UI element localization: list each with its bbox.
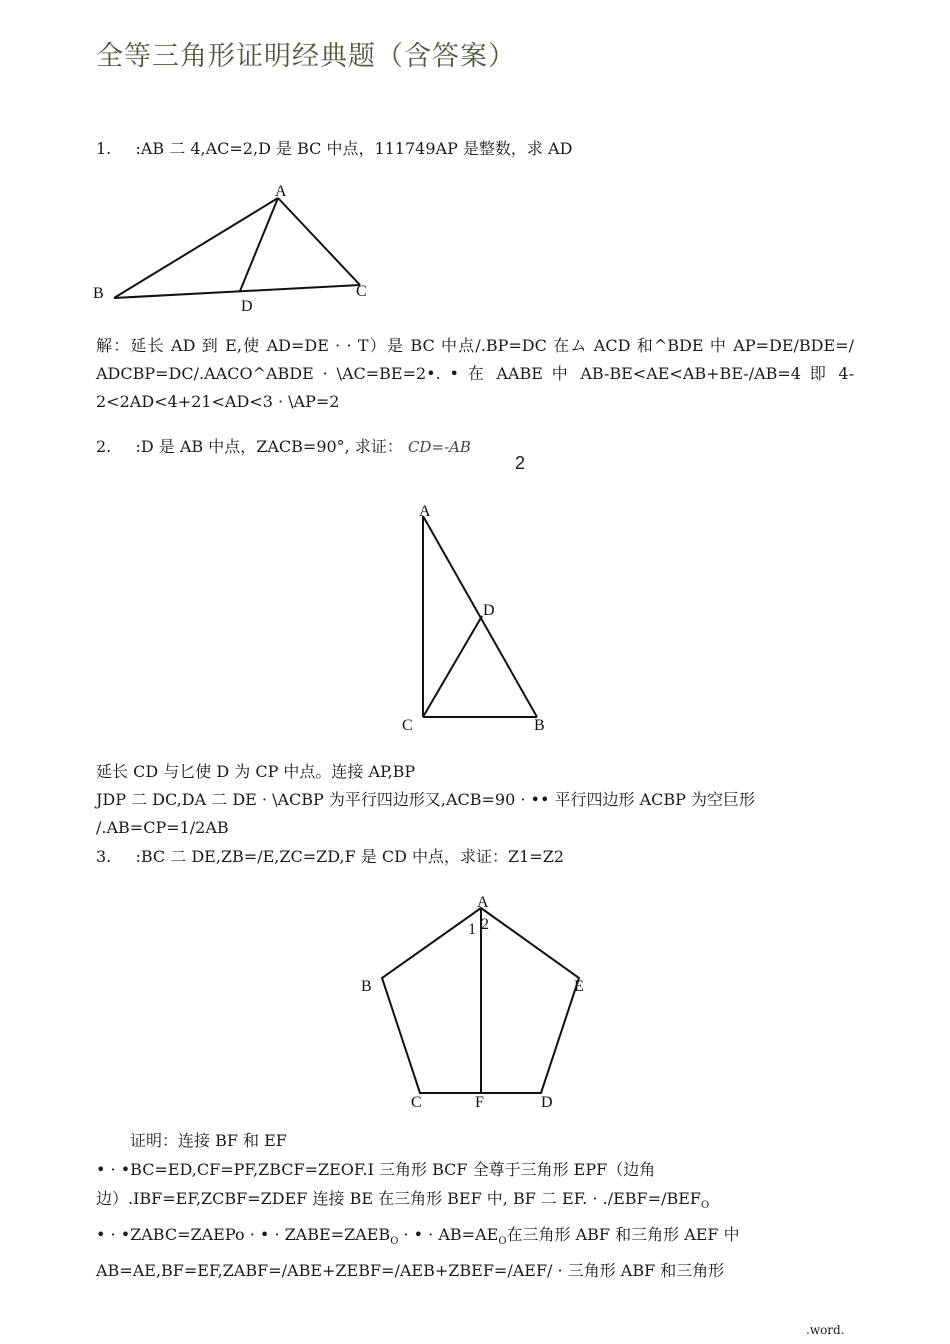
- figure-triangle-abc: [90, 178, 370, 318]
- question-text: :AB 二 4,AC=2,D 是 BC 中点，111749AP 是整数，求 AD: [135, 139, 573, 158]
- subscript: O: [498, 1236, 507, 1248]
- segment-ad: [240, 198, 278, 291]
- label-b: B: [361, 978, 372, 995]
- segment-bc: [114, 285, 360, 298]
- solution-line: AB=AE,BF=EF,ZABF=/ABE+ZEBF=/AEB+ZBEF=/AEF/ · 三角形 ABF 和三角形: [96, 1261, 725, 1281]
- label-angle-2: 2: [481, 916, 489, 933]
- label-b: B: [93, 285, 104, 302]
- page-title: 全等三角形证明经典题（含答案）: [96, 41, 516, 72]
- solution-line: 边）.IBF=EF,ZCBF=ZDEF 连接 BE 在三角形 BEF 中, BF 二 EF. · $./EBF=/BEF_O$: [96, 1189, 710, 1212]
- subscript: O: [390, 1236, 399, 1248]
- question-text: :BC 二 DE,ZB=/E,ZC=ZD,F 是 CD 中点，求证：Z1=Z2: [135, 847, 565, 866]
- solution-line: 解：延长 AD 到 E,使 AD=DE · · T）是 BC 中点/.BP=DC 在ム ACD 和^BDE 中 AP=DE/BDE=/: [96, 336, 854, 355]
- label-f: F: [475, 1094, 484, 1111]
- label-a: A: [275, 183, 287, 200]
- solution-line: • · •BC=ED,CF=PF,ZBCF=ZEOF.I 三角形 BCF 全尊于三角形 EPF（边角: [96, 1160, 656, 1179]
- segment-ab: [114, 198, 278, 298]
- question-2: [96, 436, 471, 458]
- solution-line: 延长 CD 与匕使 D 为 CP 中点。连接 AP,BP: [96, 762, 416, 781]
- solution-line: JDP 二 DC,DA 二 DE · \ACBP 为平行四边形又,ACB=90 · •• 平行四边形 ACBP 为空巨形: [96, 790, 756, 809]
- solution-line: /.AB=CP=1/2AB: [96, 818, 229, 837]
- label-d: D: [483, 602, 495, 619]
- formula-denominator: 2: [515, 453, 526, 473]
- figure-pentagon: [355, 888, 600, 1118]
- question-number: 3.: [96, 847, 112, 866]
- solution-1: [96, 332, 854, 416]
- label-e: E: [574, 978, 584, 995]
- label-d: D: [541, 1094, 553, 1111]
- solution-line: 2<2AD<4+21<AD<3 · \AP=2: [96, 392, 340, 411]
- footer: .word.: [806, 1323, 845, 1337]
- segment-ac: [278, 198, 360, 285]
- label-d: D: [241, 298, 253, 315]
- question-1: [96, 138, 572, 160]
- label-angle-1: 1: [468, 921, 476, 938]
- question-number: 2.: [96, 437, 112, 456]
- segment-cd: [423, 616, 482, 717]
- solution-line: 证明：连接 BF 和 EF: [130, 1131, 287, 1150]
- subscript: O: [701, 1200, 710, 1212]
- solution-3: [96, 1126, 740, 1285]
- label-c: C: [411, 1094, 422, 1111]
- label-c: C: [356, 283, 367, 300]
- question-number: 1.: [96, 139, 112, 158]
- formula: CD=-AB: [407, 438, 471, 456]
- label-a: A: [477, 894, 489, 911]
- label-a: A: [419, 503, 431, 520]
- question-3: [96, 846, 564, 868]
- label-b: B: [534, 717, 545, 734]
- solution-line: ADCBP=DC/.AACO^ABDE · \AC=BE=2•. • 在 AABE 中 AB-BE<AE<AB+BE-/AB=4 即 4-: [96, 364, 854, 383]
- solution-2: [96, 758, 755, 842]
- solution-line: • · •ZABC=ZAEPo · • · $ZABE=ZAEB_O$ · • · $AB=AE_O$在三角形 ABF 和三角形 AEF 中: [96, 1225, 740, 1248]
- label-c: C: [402, 717, 413, 734]
- figure-right-triangle: [390, 498, 565, 738]
- question-text: :D 是 AB 中点，ZACB=90°, 求证：: [135, 437, 403, 456]
